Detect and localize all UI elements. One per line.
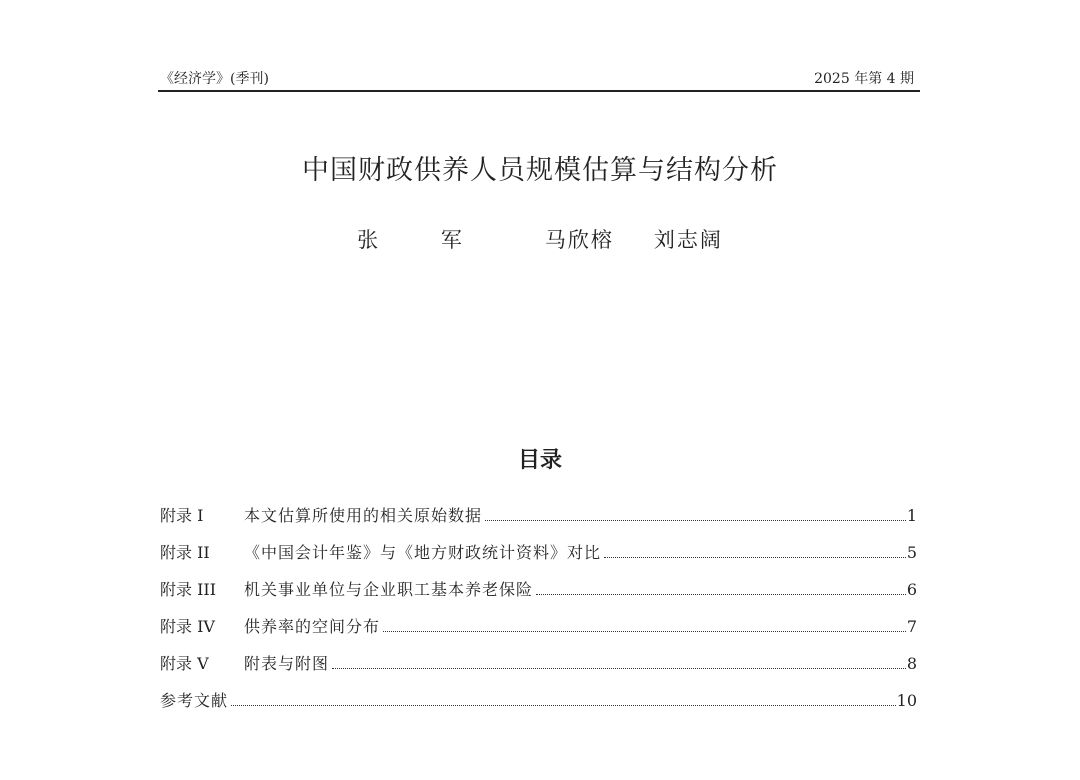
toc-entry-title: 《中国会计年鉴》与《地方财政统计资料》对比	[244, 543, 602, 562]
toc-entry[interactable]	[160, 540, 917, 577]
toc-entry-page: 1	[906, 506, 917, 525]
author-list	[0, 224, 1080, 254]
toc-entry-label: 附录 V	[160, 654, 209, 673]
toc-entry-title: 本文估算所使用的相关原始数据	[244, 506, 483, 525]
paper-title: 中国财政供养人员规模估算与结构分析	[302, 155, 778, 186]
toc-entry-title: 供养率的空间分布	[244, 617, 381, 636]
toc-heading: 目录	[517, 447, 562, 473]
toc-entry-page: 5	[906, 543, 917, 562]
dot-leader	[604, 557, 906, 558]
toc-entry[interactable]	[160, 503, 917, 540]
dot-leader	[332, 668, 906, 669]
author: 马欣榕	[544, 228, 614, 252]
toc-entry[interactable]	[160, 651, 917, 688]
toc-entry-title: 参考文献	[160, 691, 229, 710]
table-of-contents	[160, 503, 917, 725]
toc-entry[interactable]	[160, 614, 917, 651]
toc-entry-label: 附录 II	[160, 543, 210, 562]
toc-entry[interactable]	[160, 577, 917, 614]
toc-entry-references[interactable]	[160, 688, 917, 725]
author: 张 军	[357, 228, 490, 252]
dot-leader	[536, 594, 906, 595]
toc-entry-page: 10	[896, 691, 917, 710]
journal-name: 《经济学》(季刊)	[160, 71, 269, 87]
dot-leader	[231, 705, 896, 706]
toc-entry-title: 机关事业单位与企业职工基本养老保险	[244, 580, 534, 599]
dot-leader	[485, 520, 906, 521]
toc-entry-page: 6	[906, 580, 917, 599]
author: 刘志阔	[653, 228, 723, 252]
toc-entry-page: 8	[906, 654, 917, 673]
dot-leader	[383, 631, 906, 632]
toc-entry-page: 7	[906, 617, 917, 636]
running-header	[158, 66, 920, 92]
toc-entry-label: 附录 I	[160, 506, 204, 525]
issue-number: 2025 年第 4 期	[814, 71, 914, 87]
toc-entry-label: 附录 IV	[160, 617, 215, 636]
toc-entry-label: 附录 III	[160, 580, 217, 599]
toc-entry-title: 附表与附图	[244, 654, 330, 673]
